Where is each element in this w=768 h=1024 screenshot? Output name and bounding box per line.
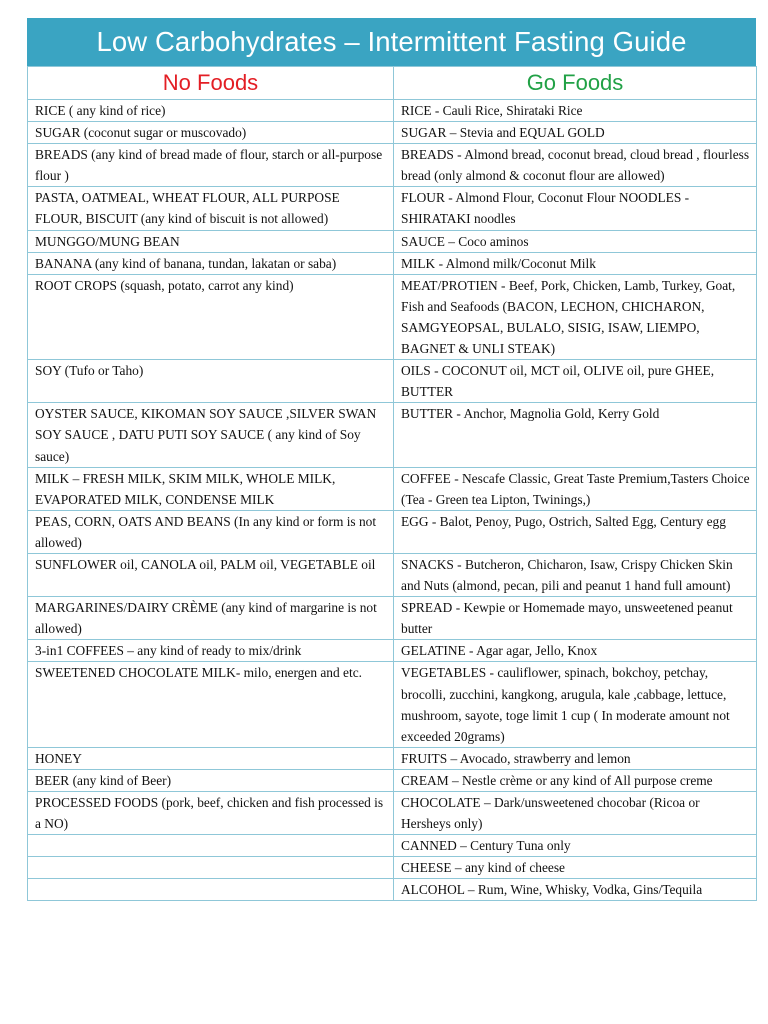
go-food-cell: SAUCE – Coco aminos [394, 230, 757, 252]
go-food-cell: BREADS - Almond bread, coconut bread, cloud bread , flourless bread (only almond & coconut flour are allowed) [394, 144, 757, 187]
table-row [28, 835, 757, 857]
no-food-cell [28, 835, 394, 857]
table-row [28, 100, 757, 122]
food-guide-table [27, 66, 757, 901]
go-food-cell: SNACKS - Butcheron, Chicharon, Isaw, Crispy Chicken Skin and Nuts (almond, pecan, pili and peanut 1 hand full amount) [394, 553, 757, 596]
table-row [28, 187, 757, 230]
no-food-cell: BANANA (any kind of banana, tundan, lakatan or saba) [28, 252, 394, 274]
no-food-cell: SOY (Tufo or Taho) [28, 360, 394, 403]
no-food-cell [28, 879, 394, 901]
no-food-cell: BREADS (any kind of bread made of flour, starch or all-purpose flour ) [28, 144, 394, 187]
table-row [28, 403, 757, 467]
no-food-cell: PEAS, CORN, OATS AND BEANS (In any kind or form is not allowed) [28, 510, 394, 553]
go-food-cell: SPREAD - Kewpie or Homemade mayo, unsweetened peanut butter [394, 597, 757, 640]
table-row [28, 747, 757, 769]
go-food-cell: CANNED – Century Tuna only [394, 835, 757, 857]
no-food-cell: HONEY [28, 747, 394, 769]
go-food-cell: ALCOHOL – Rum, Wine, Whisky, Vodka, Gins/Tequila [394, 879, 757, 901]
table-row [28, 230, 757, 252]
no-food-cell: RICE ( any kind of rice) [28, 100, 394, 122]
table-row [28, 274, 757, 359]
go-food-cell: COFFEE - Nescafe Classic, Great Taste Premium,Tasters Choice (Tea - Green tea Lipton, Twinings,) [394, 467, 757, 510]
go-food-cell: CHOCOLATE – Dark/unsweetened chocobar (Ricoa or Hersheys only) [394, 792, 757, 835]
table-row [28, 467, 757, 510]
no-foods-heading: No Foods [28, 67, 394, 100]
go-food-cell: CREAM – Nestle crème or any kind of All purpose creme [394, 769, 757, 791]
no-food-cell [28, 857, 394, 879]
table-row [28, 879, 757, 901]
table-row [28, 252, 757, 274]
go-food-cell: VEGETABLES - cauliflower, spinach, bokchoy, petchay, brocolli, zucchini, kangkong, arugula, kale ,cabbage, lettuce, mushroom, sayote, toge limit 1 cup ( In moderate amount not exceeded 20grams) [394, 662, 757, 747]
no-food-cell: ROOT CROPS (squash, potato, carrot any kind) [28, 274, 394, 359]
go-food-cell: FLOUR - Almond Flour, Coconut Flour NOODLES - SHIRATAKI noodles [394, 187, 757, 230]
go-food-cell: OILS - COCONUT oil, MCT oil, OLIVE oil, pure GHEE, BUTTER [394, 360, 757, 403]
go-food-cell: CHEESE – any kind of cheese [394, 857, 757, 879]
no-food-cell: PROCESSED FOODS (pork, beef, chicken and fish processed is a NO) [28, 792, 394, 835]
go-food-cell: MILK - Almond milk/Coconut Milk [394, 252, 757, 274]
go-food-cell: RICE - Cauli Rice, Shirataki Rice [394, 100, 757, 122]
no-food-cell: BEER (any kind of Beer) [28, 769, 394, 791]
no-food-cell: SUGAR (coconut sugar or muscovado) [28, 122, 394, 144]
table-row [28, 792, 757, 835]
go-food-cell: SUGAR – Stevia and EQUAL GOLD [394, 122, 757, 144]
fasting-guide-sheet [27, 18, 756, 901]
table-row [28, 769, 757, 791]
table-row [28, 597, 757, 640]
guide-title: Low Carbohydrates – Intermittent Fasting Guide [27, 18, 756, 66]
no-food-cell: 3-in1 COFFEES – any kind of ready to mix/drink [28, 640, 394, 662]
no-food-cell: MUNGGO/MUNG BEAN [28, 230, 394, 252]
no-food-cell: MILK – FRESH MILK, SKIM MILK, WHOLE MILK, EVAPORATED MILK, CONDENSE MILK [28, 467, 394, 510]
header-row [28, 67, 757, 100]
no-food-cell: PASTA, OATMEAL, WHEAT FLOUR, ALL PURPOSE FLOUR, BISCUIT (any kind of biscuit is not allowed) [28, 187, 394, 230]
table-row [28, 144, 757, 187]
table-row [28, 122, 757, 144]
no-food-cell: OYSTER SAUCE, KIKOMAN SOY SAUCE ,SILVER SWAN SOY SAUCE , DATU PUTI SOY SAUCE ( any kind of Soy sauce) [28, 403, 394, 467]
no-food-cell: SUNFLOWER oil, CANOLA oil, PALM oil, VEGETABLE oil [28, 553, 394, 596]
go-food-cell: BUTTER - Anchor, Magnolia Gold, Kerry Gold [394, 403, 757, 467]
table-row [28, 640, 757, 662]
no-food-cell: MARGARINES/DAIRY CRÈME (any kind of margarine is not allowed) [28, 597, 394, 640]
go-food-cell: EGG - Balot, Penoy, Pugo, Ostrich, Salted Egg, Century egg [394, 510, 757, 553]
table-row [28, 360, 757, 403]
table-row [28, 510, 757, 553]
no-food-cell: SWEETENED CHOCOLATE MILK- milo, energen and etc. [28, 662, 394, 747]
go-food-cell: GELATINE - Agar agar, Jello, Knox [394, 640, 757, 662]
table-row [28, 857, 757, 879]
guide-body [28, 100, 757, 901]
go-foods-heading: Go Foods [394, 67, 757, 100]
table-row [28, 662, 757, 747]
go-food-cell: MEAT/PROTIEN - Beef, Pork, Chicken, Lamb, Turkey, Goat, Fish and Seafoods (BACON, LECHON, CHICHARON, SAMGYEOPSAL, BULALO, SISIG, ISAW, LIEMPO, BAGNET & UNLI STEAK) [394, 274, 757, 359]
table-row [28, 553, 757, 596]
go-food-cell: FRUITS – Avocado, strawberry and lemon [394, 747, 757, 769]
